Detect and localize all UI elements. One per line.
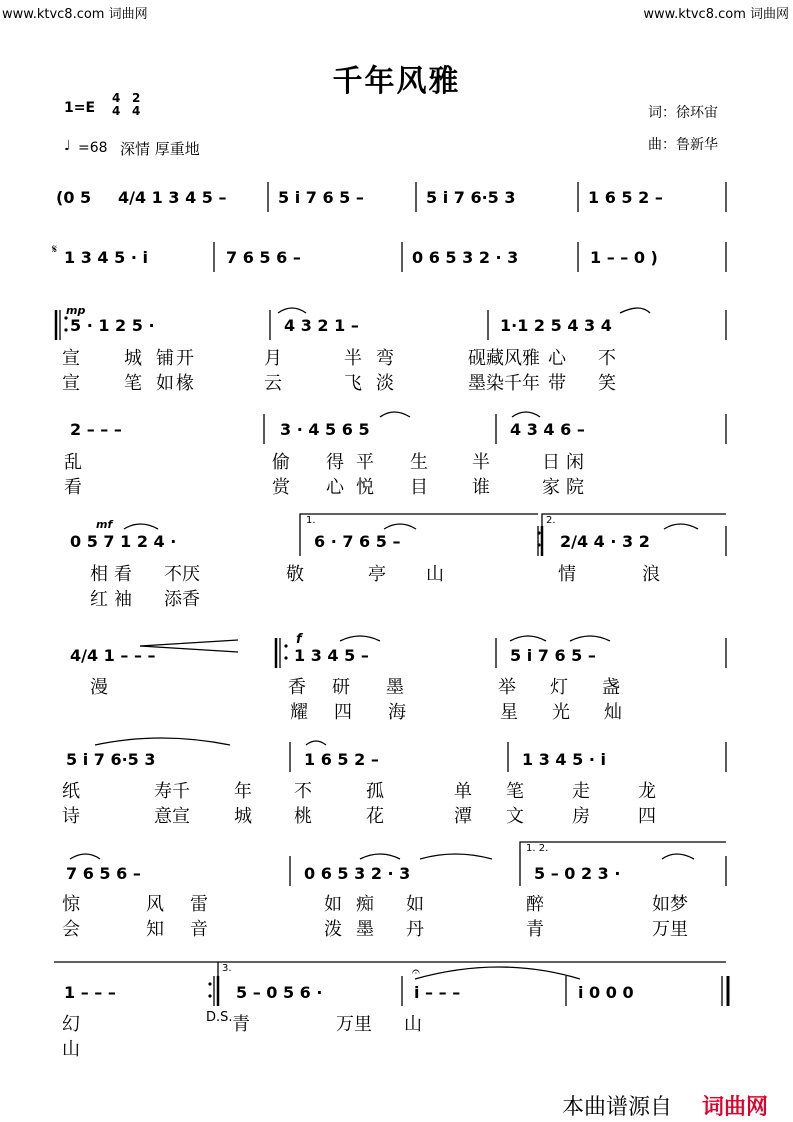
lyric-char: 四 xyxy=(638,806,656,827)
lyric-char: 铺 xyxy=(156,348,174,369)
lyric-char: 四 xyxy=(334,702,352,723)
ending-1-2: 1. 2. xyxy=(526,843,549,854)
lyrics-line-4-verse-1 xyxy=(64,448,584,474)
lyric-char: 袖 xyxy=(114,589,132,610)
notation-line-8-bar-2: 0 6 5 3 2 · 3 xyxy=(304,864,411,883)
notation-line-7-bar-2: 1 6 5 2 – xyxy=(304,750,379,769)
notation-line-6-bar-2: 1 3 4 5 – xyxy=(294,646,369,665)
lyric-char: 诗 xyxy=(62,806,80,827)
lyric-char: 家 xyxy=(542,477,560,498)
lyric-char: 墨 xyxy=(356,919,374,940)
lyric-char: 笔 xyxy=(124,373,142,394)
lyric-char: 敬 xyxy=(286,564,304,585)
lyric-char: 里 xyxy=(670,919,688,940)
lyric-char: 万 xyxy=(336,1014,354,1035)
dynamic-mp: mp xyxy=(66,304,86,317)
lyric-char: 不 xyxy=(294,781,312,802)
lyric-char: 得 xyxy=(326,452,344,473)
lyric-char: 乱 xyxy=(64,452,82,473)
lyric-char: 生 xyxy=(410,452,428,473)
lyrics-line-8-verse-1 xyxy=(62,890,688,916)
lyric-char: 风 xyxy=(146,894,164,915)
lyric-char: 笔 xyxy=(506,781,524,802)
lyrics-line-5-verse-1 xyxy=(90,560,660,586)
lyric-char: 不 xyxy=(598,348,616,369)
lyric-char: 醉 xyxy=(526,894,544,915)
lyric-char: 染 xyxy=(486,373,504,394)
ds-mark: D.S. xyxy=(206,1010,233,1025)
lyric-char: 房 xyxy=(572,806,590,827)
lyric-char: 城 xyxy=(234,806,252,827)
lyric-char: 香 xyxy=(288,677,306,698)
lyric-char: 云 xyxy=(264,373,282,394)
notation-line-1-bar-4: 1 6 5 2 – xyxy=(588,188,663,207)
notation-line-1-bar-1: 4/4 1 3 4 5 – xyxy=(118,188,227,207)
lyric-char: 飞 xyxy=(344,373,362,394)
lyric-char: 心 xyxy=(548,348,566,369)
lyric-char: 年 xyxy=(522,373,540,394)
lyric-char: 万 xyxy=(652,919,670,940)
lyric-char: 寿 xyxy=(154,781,172,802)
watermark-right: www.ktvc8.com 词曲网 xyxy=(643,7,789,22)
lyric-char: 研 xyxy=(332,677,350,698)
lyric-char: 亭 xyxy=(368,564,386,585)
notation-line-5-bar-3: 2/4 4 · 3 2 xyxy=(560,532,650,551)
notation-line-2-bar-1: 1 3 4 5 · i xyxy=(64,248,148,267)
lyric-char: 年 xyxy=(234,781,252,802)
lyric-char: 孤 xyxy=(366,781,384,802)
lyric-char: 心 xyxy=(326,477,344,498)
lyric-char: 城 xyxy=(124,348,142,369)
footer-brand-link[interactable]: 词曲网 xyxy=(702,1095,769,1120)
tempo-bpm: =68 xyxy=(78,140,108,156)
lyric-char: 砚 xyxy=(468,348,486,369)
footer-source-label: 本曲谱源自 xyxy=(562,1095,673,1120)
lyric-char: 青 xyxy=(232,1014,250,1035)
lyric-char: 走 xyxy=(572,781,590,802)
lyric-char: 谁 xyxy=(472,477,490,498)
time-signature-2-4: 2 4 xyxy=(132,91,141,118)
dynamic-mf: mf xyxy=(96,518,113,531)
lyrics-line-3-verse-1 xyxy=(62,344,616,370)
lyric-char: 添 xyxy=(164,589,182,610)
lyric-char: 青 xyxy=(526,919,544,940)
lyric-char: 龙 xyxy=(638,781,656,802)
lyric-char: 泼 xyxy=(324,919,342,940)
lyric-char: 赏 xyxy=(272,477,290,498)
lyric-char: 弯 xyxy=(376,348,394,369)
lyric-char: 院 xyxy=(566,477,584,498)
notation-line-5-bar-2: 6 · 7 6 5 – xyxy=(314,532,401,551)
lyric-char: 灿 xyxy=(604,702,622,723)
lyric-char: 单 xyxy=(454,781,472,802)
lyric-char: 宣 xyxy=(62,373,80,394)
lyrics-line-6-verse-2 xyxy=(290,698,622,724)
lyric-char: 如 xyxy=(156,373,174,394)
notation-line-3-bar-2: 4 3 2 1 – xyxy=(284,316,359,335)
lyric-char: 梦 xyxy=(670,894,688,915)
notation-line-9-bar-3: i – – – xyxy=(414,983,461,1002)
ending-2: 2. xyxy=(546,515,556,526)
lyric-char: 淡 xyxy=(376,373,394,394)
time-signature-4-4: 4 4 xyxy=(112,91,121,118)
lyric-char: 星 xyxy=(500,702,518,723)
lyric-char: 平 xyxy=(356,452,374,473)
quarter-note-icon: ♩ xyxy=(64,138,71,154)
notation-line-8-bar-1: 7 6 5 6 – xyxy=(66,864,141,883)
notation-line-7-bar-3: 1 3 4 5 · i xyxy=(522,750,606,769)
notation-line-4-bar-2: 3 · 4 5 6 5 xyxy=(280,420,370,439)
lyric-char: 会 xyxy=(62,919,80,940)
lyrics-line-3-verse-2 xyxy=(62,369,616,395)
ending-3: 3. xyxy=(222,963,232,974)
lyric-char: 浪 xyxy=(642,564,660,585)
lyric-char: 耀 xyxy=(290,702,308,723)
notation-line-9-bar-2: 5 – 0 5 6 · xyxy=(236,983,323,1002)
lyric-char: 月 xyxy=(264,348,282,369)
lyric-char: 山 xyxy=(426,564,444,585)
notation-line-4-bar-3: 4 3 4 6 – xyxy=(510,420,585,439)
lyric-char: 日 xyxy=(542,452,560,473)
tempo-expression: 深情 厚重地 xyxy=(120,140,200,158)
song-title: 千年风雅 xyxy=(332,64,461,99)
lyric-char: 椽 xyxy=(176,373,194,394)
lyrics-line-8-verse-2 xyxy=(62,915,688,941)
lyric-char: 不 xyxy=(164,564,182,585)
lyric-char: 红 xyxy=(90,589,108,610)
watermark-left: www.ktvc8.com 词曲网 xyxy=(2,7,148,22)
lyrics-line-9-verse-1 xyxy=(62,1010,422,1036)
lyric-char: 雅 xyxy=(522,348,540,369)
lyrics-line-6-verse-1 xyxy=(90,673,620,699)
ending-1: 1. xyxy=(306,515,316,526)
lyric-char: 如 xyxy=(652,894,670,915)
lyric-char: 意 xyxy=(154,806,172,827)
lyric-char: 桃 xyxy=(294,806,312,827)
lyric-char: 香 xyxy=(182,589,200,610)
notation-line-3-bar-3: 1·1 2 5 4 3 4 xyxy=(500,316,612,335)
lyric-char: 看 xyxy=(114,564,132,585)
lyric-char: 惊 xyxy=(62,894,80,915)
notation-line-2-bar-3: 0 6 5 3 2 · 3 xyxy=(412,248,519,267)
lyric-char: 潭 xyxy=(454,806,472,827)
lyric-char: 带 xyxy=(548,373,566,394)
lyric-char: 如 xyxy=(324,894,342,915)
lyric-char: 花 xyxy=(366,806,384,827)
lyrics-line-5-verse-2 xyxy=(90,585,200,611)
notation-line-1-bar-3: 5 i 7 6·5 3 xyxy=(426,188,516,207)
lyrics-line-9-verse-2 xyxy=(62,1035,80,1061)
lyric-char: 丹 xyxy=(406,919,424,940)
lyric-char: 闲 xyxy=(566,452,584,473)
lyric-char: 风 xyxy=(504,348,522,369)
lyric-char: 悦 xyxy=(356,477,374,498)
lyrics-line-4-verse-2 xyxy=(64,473,584,499)
lyric-char: 雷 xyxy=(190,894,208,915)
notation-line-2-bar-2: 7 6 5 6 – xyxy=(226,248,301,267)
lyric-char: 如 xyxy=(406,894,424,915)
lyric-char: 盏 xyxy=(602,677,620,698)
notation-line-9-bar-1: 1 – – – xyxy=(64,983,116,1002)
lyric-char: 千 xyxy=(172,781,190,802)
lyrics-line-7-verse-2 xyxy=(62,802,656,828)
lyric-char: 宣 xyxy=(172,806,190,827)
notation-line-4-bar-1: 2 – – – xyxy=(70,420,122,439)
lyric-char: 半 xyxy=(344,348,362,369)
lyric-char: 看 xyxy=(64,477,82,498)
dynamic-f: f xyxy=(296,632,302,647)
lyric-char: 灯 xyxy=(550,677,568,698)
notation-line-2-bar-4: 1 – – 0 ) xyxy=(590,248,658,267)
lyric-char: 知 xyxy=(146,919,164,940)
lyric-char: 纸 xyxy=(62,781,80,802)
lyric-char: 文 xyxy=(506,806,524,827)
notation-line-5-bar-1: 0 5 7 1 2 4 · xyxy=(70,532,177,551)
lyric-char: 藏 xyxy=(486,348,504,369)
lyric-char: 开 xyxy=(176,348,194,369)
lyric-char: 偷 xyxy=(272,452,290,473)
lyric-char: 痴 xyxy=(356,894,374,915)
notation-line-8-bar-3: 5 – 0 2 3 · xyxy=(534,864,621,883)
lyric-char: 情 xyxy=(558,564,576,585)
lyrics-line-7-verse-1 xyxy=(62,777,656,803)
lyric-char: 墨 xyxy=(386,677,404,698)
segno-sign: 𝄋 xyxy=(52,242,58,256)
notation-line-1-bar-2: 5 i 7 6 5 – xyxy=(278,188,364,207)
notation-line-9-bar-4: i 0 0 0 xyxy=(578,983,634,1002)
lyric-char: 音 xyxy=(190,919,208,940)
lyric-char: 幻 xyxy=(62,1014,80,1035)
key-signature: 1=E xyxy=(64,100,96,116)
notation-line-6-bar-1: 4/4 1 – – – xyxy=(70,646,156,665)
lyric-char: 光 xyxy=(552,702,570,723)
lyric-char: 宣 xyxy=(62,348,80,369)
lyric-char: 相 xyxy=(90,564,108,585)
lyric-char: 墨 xyxy=(468,373,486,394)
lyric-char: 海 xyxy=(388,702,406,723)
notation-line-6-bar-3: 5 i 7 6 5 – xyxy=(510,646,596,665)
lyric-char: 山 xyxy=(62,1039,80,1060)
notation-line-1-intro: (0 5 xyxy=(56,188,92,207)
notation-line-3-bar-1: 5 · 1 2 5 · xyxy=(70,316,155,335)
lyric-char: 里 xyxy=(354,1014,372,1035)
lyric-char: 千 xyxy=(504,373,522,394)
lyric-char: 半 xyxy=(472,452,490,473)
lyric-char: 笑 xyxy=(598,373,616,394)
lyric-char: 厌 xyxy=(182,564,200,585)
lyricist: 词：徐环宙 xyxy=(648,105,718,121)
lyric-char: 举 xyxy=(498,677,516,698)
lyric-char: 山 xyxy=(404,1014,422,1035)
fermata-icon: 𝄐 xyxy=(412,964,420,980)
composer: 曲：鲁新华 xyxy=(648,137,718,153)
lyric-char: 目 xyxy=(410,477,428,498)
lyric-char: 漫 xyxy=(90,677,108,698)
notation-line-7-bar-1: 5 i 7 6·5 3 xyxy=(66,750,156,769)
